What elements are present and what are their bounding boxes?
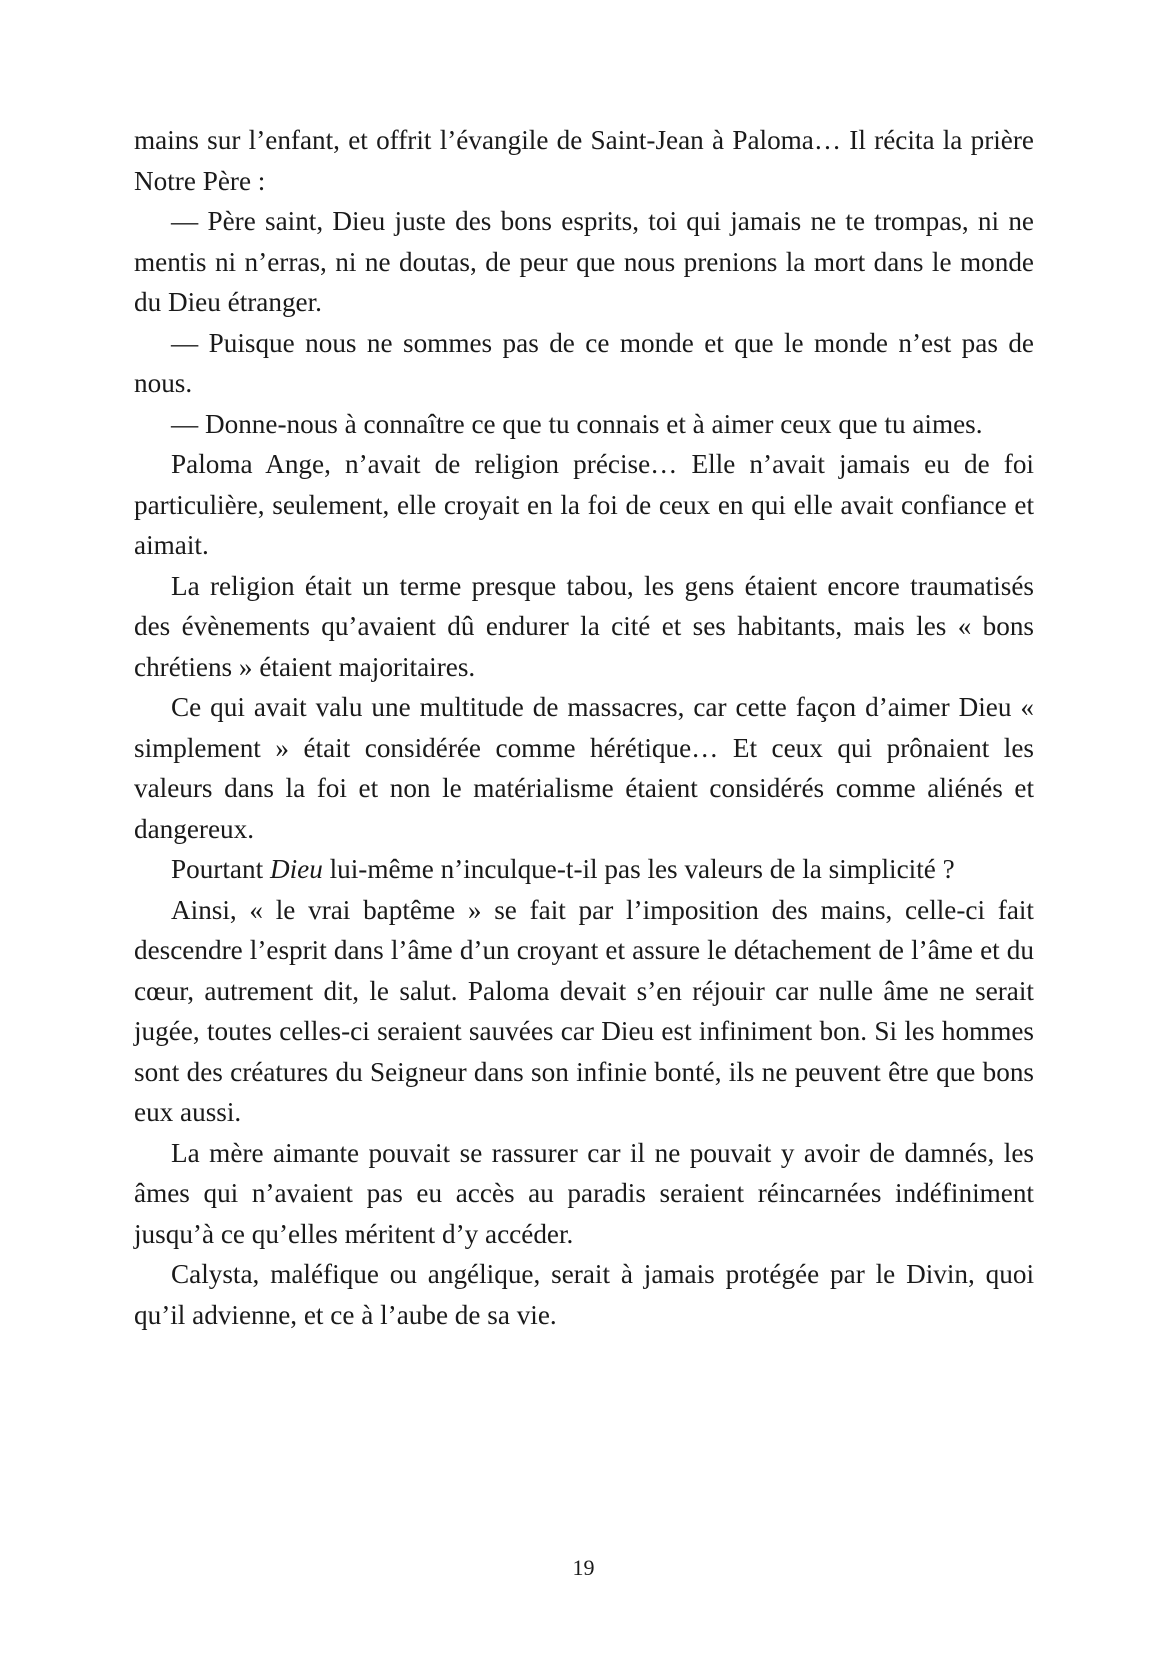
paragraph-6: La religion était un terme presque tabou, les gens étaient encore traumatisés des évènements qu’avaient dû endurer la cité et ses habitants, mais les « bons chrétiens » étaient majoritaires. [134,570,1034,682]
paragraph-8-before: Pourtant [171,854,270,884]
page-body [134,120,1034,1335]
paragraph-3: — Puisque nous ne sommes pas de ce monde et que le monde n’est pas de nous. [134,327,1034,398]
paragraph-8-after: lui-même n’inculque-t-il pas les valeurs de la simplicité ? [322,854,955,884]
paragraph-7: Ce qui avait valu une multitude de massacres, car cette façon d’aimer Dieu « simplement » était considérée comme hérétique… Et ceux qui prônaient les valeurs dans la foi et non le matérialisme étaient considérés comme aliénés et dangereux. [134,692,1034,844]
paragraph-5: Paloma Ange, n’avait de religion précise… Elle n’avait jamais eu de foi particulière, seulement, elle croyait en la foi de ceux en qui elle avait confiance et aimait. [134,449,1034,560]
paragraph-10: La mère aimante pouvait se rassurer car il ne pouvait y avoir de damnés, les âmes qui n’avaient pas eu accès au paradis seraient réincarnées indéfiniment jusqu’à ce qu’elles méritent d’y accéder. [134,1137,1034,1249]
paragraph-8 [134,849,1034,890]
paragraph-1: mains sur l’enfant, et offrit l’évangile de Saint-Jean à Paloma… Il récita la prière Notre Père : [134,125,1034,196]
paragraph-2: — Père saint, Dieu juste des bons esprits, toi qui jamais ne te trompas, ni ne mentis ni n’erras, ni ne doutas, de peur que nous prenions la mort dans le monde du Dieu étranger. [134,206,1034,317]
page-number: 19 [572,1555,595,1580]
paragraph-9: Ainsi, « le vrai baptême » se fait par l’imposition des mains, celle-ci fait descendre l’esprit dans l’âme d’un croyant et assure le détachement de l’âme et du cœur, autrement dit, le salut. Paloma devait s’en réjouir car nulle âme ne serait jugée, toutes celles-ci seraient sauvées car Dieu est infiniment bon. Si les hommes sont des créatures du Seigneur dans son infinie bonté, ils ne peuvent être que bons eux aussi. [134,894,1034,1127]
paragraph-4: — Donne-nous à connaître ce que tu connais et à aimer ceux que tu aimes. [171,408,983,439]
paragraph-8-italic: Dieu [269,854,323,884]
paragraph-11: Calysta, maléfique ou angélique, serait à jamais protégée par le Divin, quoi qu’il advienne, et ce à l’aube de sa vie. [134,1259,1034,1330]
